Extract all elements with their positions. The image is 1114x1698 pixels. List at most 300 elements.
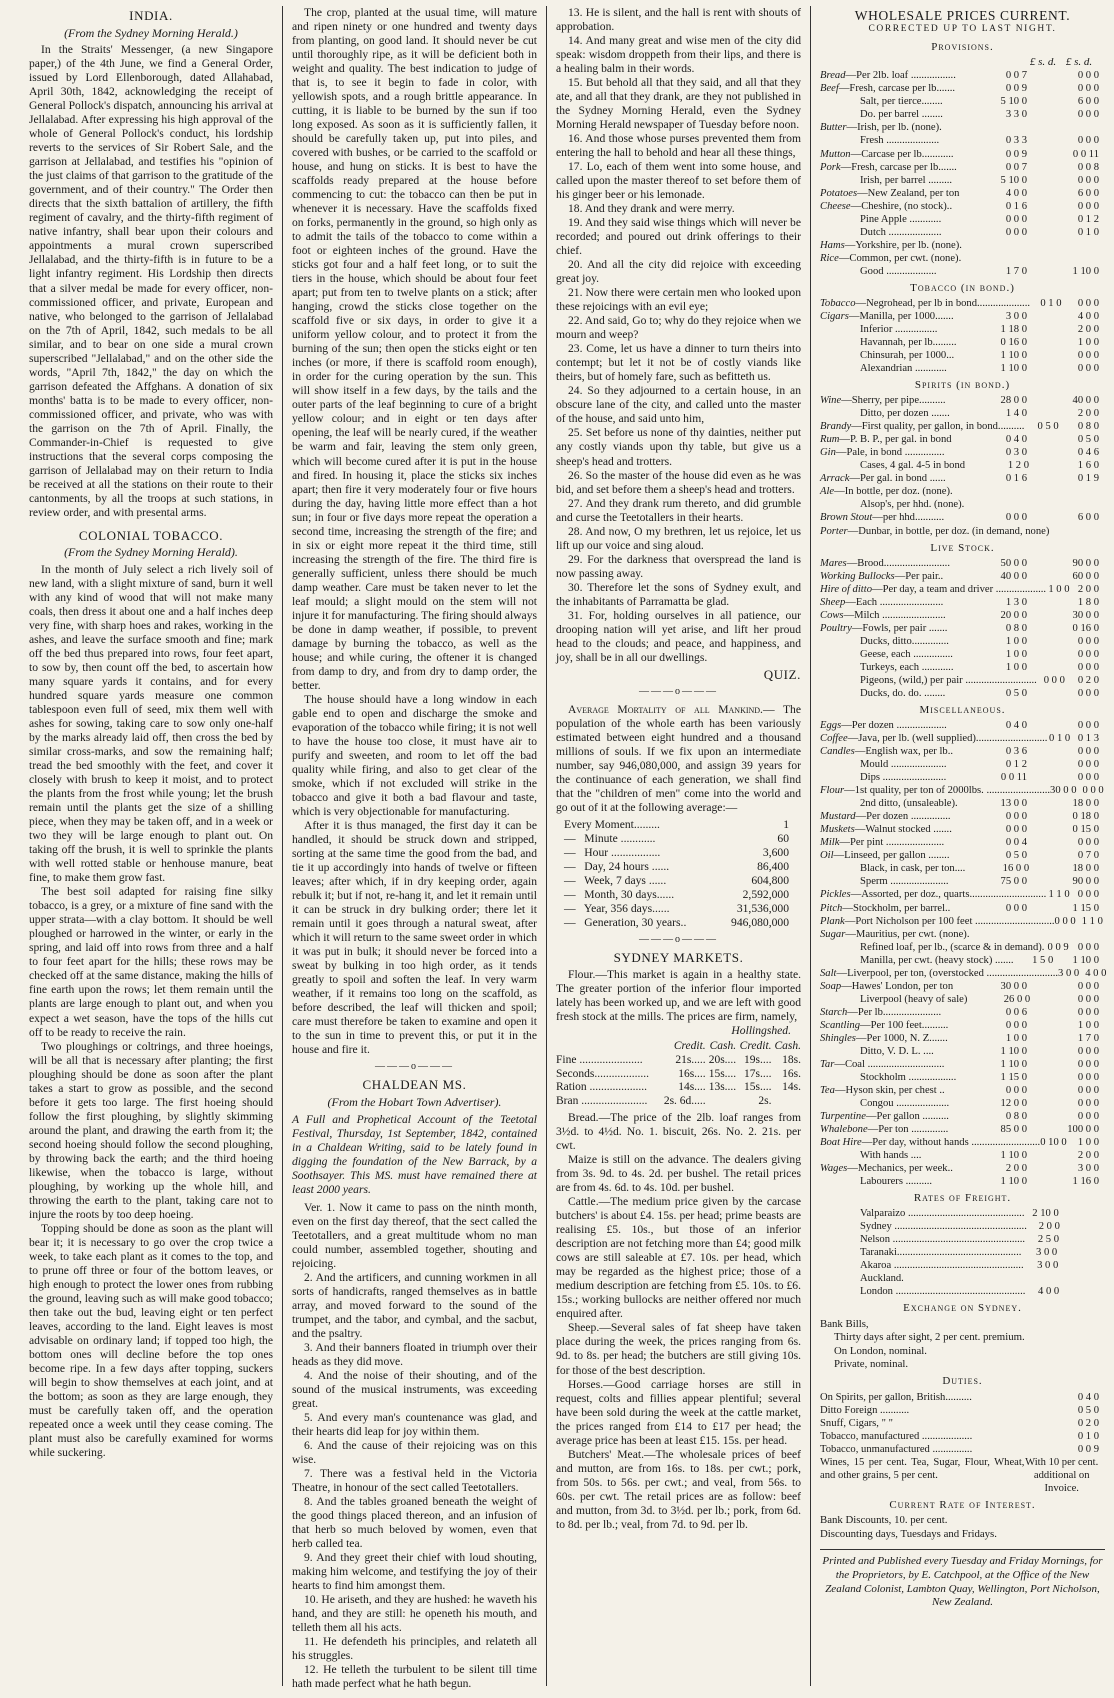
flour-cell: 15s.... [744,1081,772,1094]
price-high: 1 0 0 [1077,337,1099,348]
price-low: 0 4 0 [1005,434,1027,446]
price-low: 2 5 0 [1037,1234,1060,1246]
tobacco-heading: COLONIAL TOBACCO. [78,527,224,543]
price-high: 0 1 0 [1077,226,1099,238]
price-item-category: Brown Stout [820,512,873,524]
price-high: 0 0 0 [1077,661,1099,673]
price-low: 0 0 6 [1005,1006,1027,1018]
chaldean-verse: 10. He ariseth, and they are hushed: he waveth his hand, and they are still: he openeth his mouth, and telleth them all his acts. [292,1593,537,1635]
price-row [820,1032,1105,1045]
price-low [1049,525,1077,538]
price-row [820,239,1105,252]
price-row [820,1207,1105,1220]
price-item: Cases, 4 gal. 4-5 in bond [860,460,966,472]
interest-line: Bank Discounts, 10. per cent. [820,1514,948,1527]
price-item-category: Cheese [820,200,851,212]
price-row [820,213,1105,226]
price-row [820,1272,1105,1285]
chaldean-verse: 27. And they drank rum thereto, and did grumble and curse the Teetotallers in their hearts. [556,496,801,524]
price-low: 0 3 6 [1005,746,1027,758]
mortality-value: 60 [777,831,789,845]
price-low: 0 0 9 [1005,148,1027,160]
mortality-value: 3,600 [762,845,789,859]
price-high: 0 0 0 [1077,1071,1099,1083]
price-item: Stockholm .................. [860,1071,957,1083]
price-high: 0 2 0 [1077,674,1099,686]
price-row [820,1259,1105,1272]
flour-column-header [556,1040,659,1054]
price-high: 0 0 0 [1077,746,1099,758]
flour-cell [772,1095,801,1109]
price-item: Butter—Irish, per lb. (none). [820,122,942,134]
price-item-category: Tobacco [820,297,856,309]
price-high: 0 0 11 [1072,148,1099,160]
price-item: Soap—Hawes' London, per ton [820,980,954,992]
price-high [1037,928,1105,941]
price-row [820,941,1105,954]
price-low: 0 8 0 [1005,1110,1027,1122]
price-item-category: Gin [820,447,836,459]
price-high: 0 0 0 [1077,1097,1099,1109]
price-low: 1 10 0 [1000,350,1027,362]
price-item-category: Butter [820,122,847,134]
price-low [961,1272,1033,1285]
price-item: Wages—Mechanics, per week.. [820,1162,953,1174]
price-row [820,758,1105,771]
duties-heading: Duties. [942,1375,983,1388]
price-item: Alsop's, per hhd. (none). [860,499,965,511]
mortality-label: Every Moment......... [564,817,660,831]
currency-label: £ s. d. [1065,56,1093,69]
mortality-row [564,860,801,874]
price-item: Geese, each ............... [860,648,953,660]
price-low: 0 0 4 [1005,837,1027,849]
price-high: 90 0 0 [1072,557,1099,569]
price-item: Brandy—First quality, per gallon, in bond.......... [820,421,1025,433]
price-row [820,69,1105,82]
duty-item: Tobacco, unmanufactured ............... [820,1443,973,1455]
flour-cell: 15s.... [708,1067,737,1080]
price-item-category: Plank [820,915,845,927]
price-item: Alexandrian ............ [860,363,947,375]
price-low [961,485,1033,498]
chaldean-verse: 2. And the artificers, and cunning workmen in all sorts of handicrafts, ranged themselves as in battle array, and moved forward to the sound of the trumpet, and the tabor, and cymbal, and the sacbut, and the psaltry. [292,1270,537,1340]
price-item: Working Bullocks—Per pair.. [820,570,944,582]
butchers-meat-report: Butchers' Meat.—The wholesale prices of beef and mutton, are from 16s. to 18s. per cwt.; pork, from 50s. to 56s. per cwt.; and veal, from 56s. to 60s. per cwt. The retail prices are as follow: beef and mutton, from 3d. to 3½d. per lb.; pork, from 6d. to 8d. per lb.; veal, from 7d. to 9d. per lb. [556,1447,801,1531]
price-row [820,226,1105,239]
exchange-line: Thirty days after sight, 2 per cent. premium. [834,1331,1025,1344]
price-item: 2nd ditto, (unsaleable). [860,798,958,810]
prices-heading: WHOLESALE PRICES CURRENT. [854,8,1071,23]
price-low: 4 0 0 [1005,187,1027,199]
price-high: 0 0 0 [1077,1045,1099,1057]
price-low: 28 0 0 [1000,395,1027,407]
price-row [820,349,1105,362]
price-item: Do. per barrel ........ [860,109,943,121]
price-low: 1 0 0 [1005,648,1027,660]
price-high: 1 0 0 [1077,1019,1099,1031]
separator: ———o——— [639,933,718,945]
price-low: 0 4 0 [1005,720,1027,732]
price-item: Whalebone—Per ton .............. [820,1123,949,1135]
price-item: London ................................................. [860,1286,1026,1298]
price-sections [820,41,1105,1298]
price-low: 3 0 0 [1058,967,1080,979]
price-high: 0 8 0 [1077,421,1099,433]
price-high: 4 0 0 [1085,967,1107,979]
price-item: Starch—Per lb...................... [820,1006,942,1018]
price-low: 1 3 0 [1005,596,1027,608]
price-low: 2 0 0 [1005,1162,1027,1174]
price-high: 0 0 8 [1077,161,1099,173]
mortality-value: 1 [783,817,789,831]
price-low: 75 0 0 [1000,876,1027,888]
price-low: 0 5 0 [1005,850,1027,862]
price-low: 1 7 0 [1005,265,1027,277]
price-item: Beef—Fresh, carcase per lb....... [820,83,956,95]
price-low: 0 1 6 [1005,200,1027,212]
price-high: 0 0 0 [1077,759,1099,771]
price-row [820,732,1105,745]
column-4 [810,6,1114,1686]
price-item: Fresh .................... [860,135,940,147]
mortality-label: — Minute ............ [564,831,656,845]
price-row [820,433,1105,446]
price-row [820,1136,1105,1149]
price-high: 2 0 0 [1077,408,1099,420]
price-item: Salt, per tierce........ [860,96,943,108]
price-row [820,485,1105,498]
price-row [820,648,1105,661]
price-low: 1 0 0 [1048,583,1070,595]
chaldean-verse: 4. And the noise of their shouting, and of the sound of the musical instruments, was exceeding great. [292,1368,537,1410]
mortality-label: — Year, 356 days...... [564,901,670,915]
price-high: 0 1 9 [1077,473,1099,485]
price-item: Pitch—Stockholm, per barrel.. [820,902,951,914]
price-item-category: Beef [820,83,839,95]
duty-value: 0 0 9 [1077,1443,1099,1455]
price-item-category: Tea [820,1084,835,1096]
chaldean-verse: 5. And every man's countenance was glad, and their hearts did leap for joy within them. [292,1410,537,1438]
chaldean-signature: QUIZ. [763,666,801,682]
mortality-row [564,846,801,860]
price-high: 0 0 0 [1077,200,1099,212]
price-item: Havannah, per lb......... [860,337,957,348]
price-row [820,420,1105,433]
prices-subheading: CORRECTED UP TO LAST NIGHT. [868,24,1057,35]
price-item: Ducks, ditto.............. [860,635,949,647]
price-item-category: Mustard [820,811,856,823]
mortality-row [564,916,801,930]
price-row [820,980,1105,993]
price-item: Chinsurah, per 1000... [860,350,955,362]
mortality-value: 604,800 [751,873,789,887]
exchange-line: Private, nominal. [834,1358,909,1370]
price-item: Manilla, per cwt. (heavy stock) ....... [860,954,1014,966]
price-high: 0 0 0 [1077,350,1099,362]
price-section-heading: Spirits (in bond.) [914,379,1011,392]
price-low [961,121,1033,134]
exchange-line: On London, nominal. [834,1344,927,1357]
price-item: With hands .... [860,1149,922,1161]
price-item-category: Milk [820,837,840,849]
price-item: Scantling—Per 100 feet.......... [820,1019,949,1031]
price-high [1065,1207,1105,1220]
price-item: Sheep—Each ........................ [820,596,944,608]
price-item: Black, in cask, per ton.... [860,863,966,875]
price-row [820,609,1105,622]
price-item: Coffee—Java, per lb. (well supplied)........................... [820,733,1048,745]
price-high: 0 0 0 [1077,980,1099,992]
mortality-row [564,902,801,916]
price-low: 0 5 0 [1037,421,1059,433]
price-section-heading: Live Stock. [930,541,995,554]
flour-column-header: Credit. [739,1039,772,1052]
price-section-heading: Provisions. [931,40,994,53]
price-item: Ducks, do. do. ........ [860,687,946,699]
tobacco-source: (From the Sydney Morning Herald). [64,545,238,560]
interest-lines [820,1514,1105,1541]
price-low: 0 8 0 [1005,622,1027,634]
price-low: 0 1 0 [1040,297,1062,309]
price-row [820,810,1105,823]
price-item: Mares—Brood......................... [820,557,950,569]
price-high: 1 16 0 [1072,1175,1099,1187]
price-high: 60 0 0 [1072,570,1099,582]
mortality-label: — Month, 30 days...... [564,887,675,901]
price-row [820,583,1105,596]
chaldean-verse: 30. Therefore let the sons of Sydney exult, and the inhabitants of Parramatta be glad. [556,580,801,608]
price-high [1033,1272,1105,1285]
exchange-heading: Exchange on Sydney. [903,1302,1022,1315]
price-row [820,1175,1105,1188]
price-low: 0 1 0 [1049,733,1071,745]
flour-cell: 18s. [782,1053,801,1066]
price-item-category: Hams [820,239,845,251]
price-high: 6 0 0 [1077,96,1099,108]
price-row [820,1019,1105,1032]
price-item-category: Muskets [820,824,855,836]
price-low [969,928,1037,941]
price-low: 1 10 0 [1000,1175,1027,1187]
price-item: Salt—Liverpool, per ton, (overstocked ........................... [820,967,1059,979]
price-high: 1 8 0 [1077,596,1099,608]
price-row [820,771,1105,784]
flour-cell: 2s. [758,1095,772,1108]
price-row [820,336,1105,349]
price-high: 2 0 0 [1077,323,1099,335]
price-row [820,252,1105,265]
price-high: 1 7 0 [1077,1032,1099,1044]
flour-cell: 16s. [782,1067,801,1080]
flour-cell: Bran ....................... [556,1095,648,1108]
price-row [820,967,1105,980]
chaldean-verse: 6. And the cause of their rejoicing was on this wise. [292,1438,537,1466]
price-item: Hire of ditto—Per day, a team and driver ................... [820,583,1047,595]
price-item: Ditto, per dozen ....... [860,408,950,420]
chaldean-source: (From the Hobart Town Advertiser). [327,1094,502,1109]
price-low: 1 0 0 [1005,661,1027,673]
mortality-body: The population of the whole earth has been variously estimated between eight hundred and a thousand millions of souls. If we fix upon an intermediate number, say 946,080,000, and assign 39 years for the continuance of each generation, we shall find that the "children of men" come into the world and go out of it at the following average:— [556,702,801,814]
price-row [820,836,1105,849]
price-low: 0 0 7 [1005,70,1027,82]
duty-row [820,1417,1105,1430]
flour-cell: 14s. [782,1081,801,1094]
price-low: 0 3 0 [1005,447,1027,459]
separator: ———o——— [375,1061,454,1073]
price-item: Tar—Coal ............................. [820,1058,945,1070]
price-item: Candles—English wax, per lb.. [820,746,954,758]
price-row [820,1123,1105,1136]
tobacco-paragraph: In the month of July select a rich lively soil of new land, with a slight mixture of sand, burn it well with any kind of wood that will not make many coals, then dress it about one and a half inches deep very fine, with sharp hoes and rakes, working in the ashes, and leave the surface smooth and fine; mark off the bed thus prepared into rows, four feet apart, to sow by, then count off the bed, to ascertain how many square yards it contains, and for every hundred square yards measure one common tablespoon even full of seed, mix them well with ashes for sowing, taking care to sow only one-half by the marks already laid off, then cross the bed by similar cross-marks, and sow the remaining half; tread the bed smoothly with the feet, and cover it closely with brush to keep it moist, and to protect the plants from the frost while young; let the brush remain until the plants get the size of a shilling piece, when they may be taken off, and in a week or two they will be large enough to plant out. On taking off the brush, it is well to sprinkle the plants with well rotted stable or henhouse manure, beat fine, to make them grow fast. [29,563,273,885]
price-row [820,862,1105,875]
price-high: 2 0 0 [1077,1149,1099,1161]
currency-header [820,56,1105,69]
tobacco-article-part-1 [29,563,273,1460]
price-item-category: Rice [820,252,839,264]
price-row [820,1071,1105,1084]
price-row [820,1285,1105,1298]
price-item: Labourers .......... [860,1175,933,1187]
price-row [820,993,1105,1006]
chaldean-verse: 18. And they drank and were merry. [568,202,735,216]
price-high: 0 0 0 [1077,941,1099,953]
price-row [820,596,1105,609]
price-low: 3 0 0 [1005,310,1027,322]
price-item: Pigeons, (wild,) per pair ........................... [860,674,1037,686]
price-low: 0 0 0 [1005,824,1027,836]
price-item: Turpentine—Per gallon .......... [820,1110,949,1122]
chaldean-verse: 13. He is silent, and the hall is rent with shouts of approbation. [556,6,801,34]
price-row [820,310,1105,323]
tobacco-paragraph: After it is thus managed, the first day it can be handled, it should be struck down and stripped, sorting at the same time the good from the bad, and tie it up accordingly into hands of twelve or fifteen leaves; after which, if in dry keeping order, again rebulk it; but if not, re-hang it, and let it remain until it can be struck in dry bulking order; there let it remain until it goes through a natural sweat, after which it will return to the same sweet order in which it was put in bulk; it should never be forced into a sweat by bulking in too high order, as it tends greatly to spoil and soften the leaf. In very warm weather, if it remains too long on the scaffold, as before described, the leaf will thicken and spoil; care must therefore be taken to examine and open it to the sun in time to prevent this, or put it in the house and fire it. [292,818,537,1057]
price-low: 0 0 0 [1005,512,1027,524]
chaldean-verse: 9. And they greet their chief with loud shouting, making him welcome, and testifying the joy of their hearts to find him amongst them. [292,1550,537,1593]
price-row [820,148,1105,161]
chaldean-verse: 20. And all the city did rejoice with exceeding great joy. [556,258,801,286]
price-item: Dips ........................ [860,772,947,784]
chaldean-verse: 21. Now there were certain men who looked upon these rejoicings with an evil eye; [556,286,801,314]
price-item: Sperm ...................... [860,876,949,888]
price-item: Pine Apple ............ [860,213,942,225]
price-row [820,407,1105,420]
price-low: 0 0 0 [1005,226,1027,238]
price-row [820,1006,1105,1019]
price-low: 4 0 0 [1038,1286,1060,1298]
price-low: 1 1 0 [1048,889,1070,901]
flour-column-header: Credit. [673,1039,706,1052]
price-item: Auckland. [860,1273,904,1285]
price-item-category: Sheep [820,596,846,608]
price-row [820,187,1105,200]
price-high: 0 1 3 [1077,733,1099,745]
price-item-category: Cows [820,609,844,621]
duty-item: Wines, 15 per cent. Tea, Sugar, Flour, Wheat, and other grains, 5 per cent. [820,1456,1025,1481]
chaldean-verse: 8. And the tables groaned beneath the weight of the good things placed thereon, and an infusion of that herb so much beloved by women, even that herb called tea. [292,1494,537,1550]
price-high: 0 0 0 [1077,83,1099,95]
price-high: 0 0 0 [1077,135,1099,147]
tobacco-paragraph: Topping should be done as soon as the plant will bear it; it is necessary to go over the crop twice a week, to take each plant as it comes to the top, and to prune off three or four of the bottom leaves, or high enough to protect the lower ones from rubbing the ground, leaving such as will make good tobacco; then take out the bud, leaving eight or ten perfect leaves, according to the land. Eight leaves is most advisable on ordinary land; if topped too high, the bottom ones will decline before the top ones become ripe. In a few days after topping, suckers will begin to show themselves at each joint, and at the bottom; as soon as they are large enough, they must be carefully taken off, and the operation repeated once a week until they cease coming. The plant must also be carefully examined for worms while suckering. [29,1221,273,1459]
price-item: Refined loaf, per lb., (scarce & in demand). [860,941,1045,953]
price-row [820,719,1105,732]
price-item-category: Mares [820,557,847,569]
flour-report: Flour.—This market is again in a healthy state. The greater portion of the inferior flour imported lately has been worked up, and we are left with good fresh stock at the mills. The prices are firm, namely, [556,967,801,1023]
price-item: Sydney .................................................. [860,1221,1027,1233]
price-row [820,394,1105,407]
price-row [820,472,1105,485]
price-row [820,745,1105,758]
price-item: Nelson .................................................. [860,1234,1026,1246]
price-row [820,570,1105,583]
price-item: Porter—Dunbar, in bottle, per doz. (in demand, none) [820,525,1050,537]
price-low: 0 1 2 [1005,759,1027,771]
price-item-category: Wages [820,1162,848,1174]
price-high [1033,239,1105,252]
price-high [1063,1246,1105,1259]
price-item-category: Arrack [820,473,850,485]
price-low: 5 10 0 [1000,96,1027,108]
price-item: Rice—Common, per cwt. (none). [820,252,962,264]
chaldean-verse: 3. And their banners floated in triumph over their heads as they did move. [292,1340,537,1368]
price-row [820,928,1105,941]
price-row [820,108,1105,121]
price-low [962,239,1034,252]
mortality-value: 946,080,000 [731,915,789,929]
flour-cell: 2s. 6d..... [663,1095,706,1108]
chaldean-verse: 28. And now, O my brethren, let us rejoice, let us lift up our voice and sing aloud. [556,524,801,552]
price-item: Good ................... [860,265,937,277]
price-high [1064,1259,1105,1272]
price-item: Turkeys, each ............ [860,661,954,673]
price-high: 0 0 0 [1077,635,1099,647]
price-high: 4 0 0 [1077,310,1099,322]
mortality-label: — Generation, 30 years.. [564,915,687,929]
mortality-table [564,818,801,930]
price-row [820,902,1105,915]
interest-heading: Current Rate of Interest. [889,1498,1036,1511]
chaldean-verse: 19. And they said wise things which will never be recorded; and poured out drink offerings to their chief. [556,216,801,258]
price-low: 0 5 0 [1005,687,1027,699]
duty-item: On Spirits, per gallon, British.......... [820,1391,972,1403]
chaldean-verse: 15. But behold all that they said, and all that they ate, and all that they drank, are they not published in the Sydney Morning Herald, even the Sydney Morning Herald newspaper of Tuesday before noon. [556,76,801,132]
price-item: Flour—1st quality, per ton of 2000lbs. ........................ [820,785,1051,797]
price-item-category: Potatoes [820,187,858,199]
price-low: 1 0 0 [1005,1032,1027,1044]
price-high: 90 0 0 [1072,876,1099,888]
chaldean-verse: 12. He telleth the turbulent to be silent till time hath made perfect what he hath begun. [292,1663,537,1691]
duty-item: Snuff, Cigars, " " [820,1417,893,1429]
markets-heading: SYDNEY MARKETS. [613,949,744,965]
column-1 [20,6,282,1686]
price-item-category: Pickles [820,889,851,901]
price-high: 0 0 0 [1077,1110,1099,1122]
price-row [820,1220,1105,1233]
exchange-line: Bank Bills, [820,1317,869,1330]
price-row [820,134,1105,147]
price-low: 0 0 11 [1000,772,1027,784]
price-low: 0 3 3 [1005,135,1027,147]
price-item: Mustard—Per dozen ............... [820,811,951,823]
price-item-category: Pork [820,161,841,173]
duty-row [820,1456,1105,1495]
price-row [820,174,1105,187]
price-row [820,1233,1105,1246]
price-row [820,674,1105,687]
price-high: 3 0 0 [1077,1162,1099,1174]
price-high: 18 0 0 [1072,798,1099,810]
price-section-heading: Tobacco (in bond.) [910,281,1015,294]
price-high: 0 0 0 [1077,109,1099,121]
